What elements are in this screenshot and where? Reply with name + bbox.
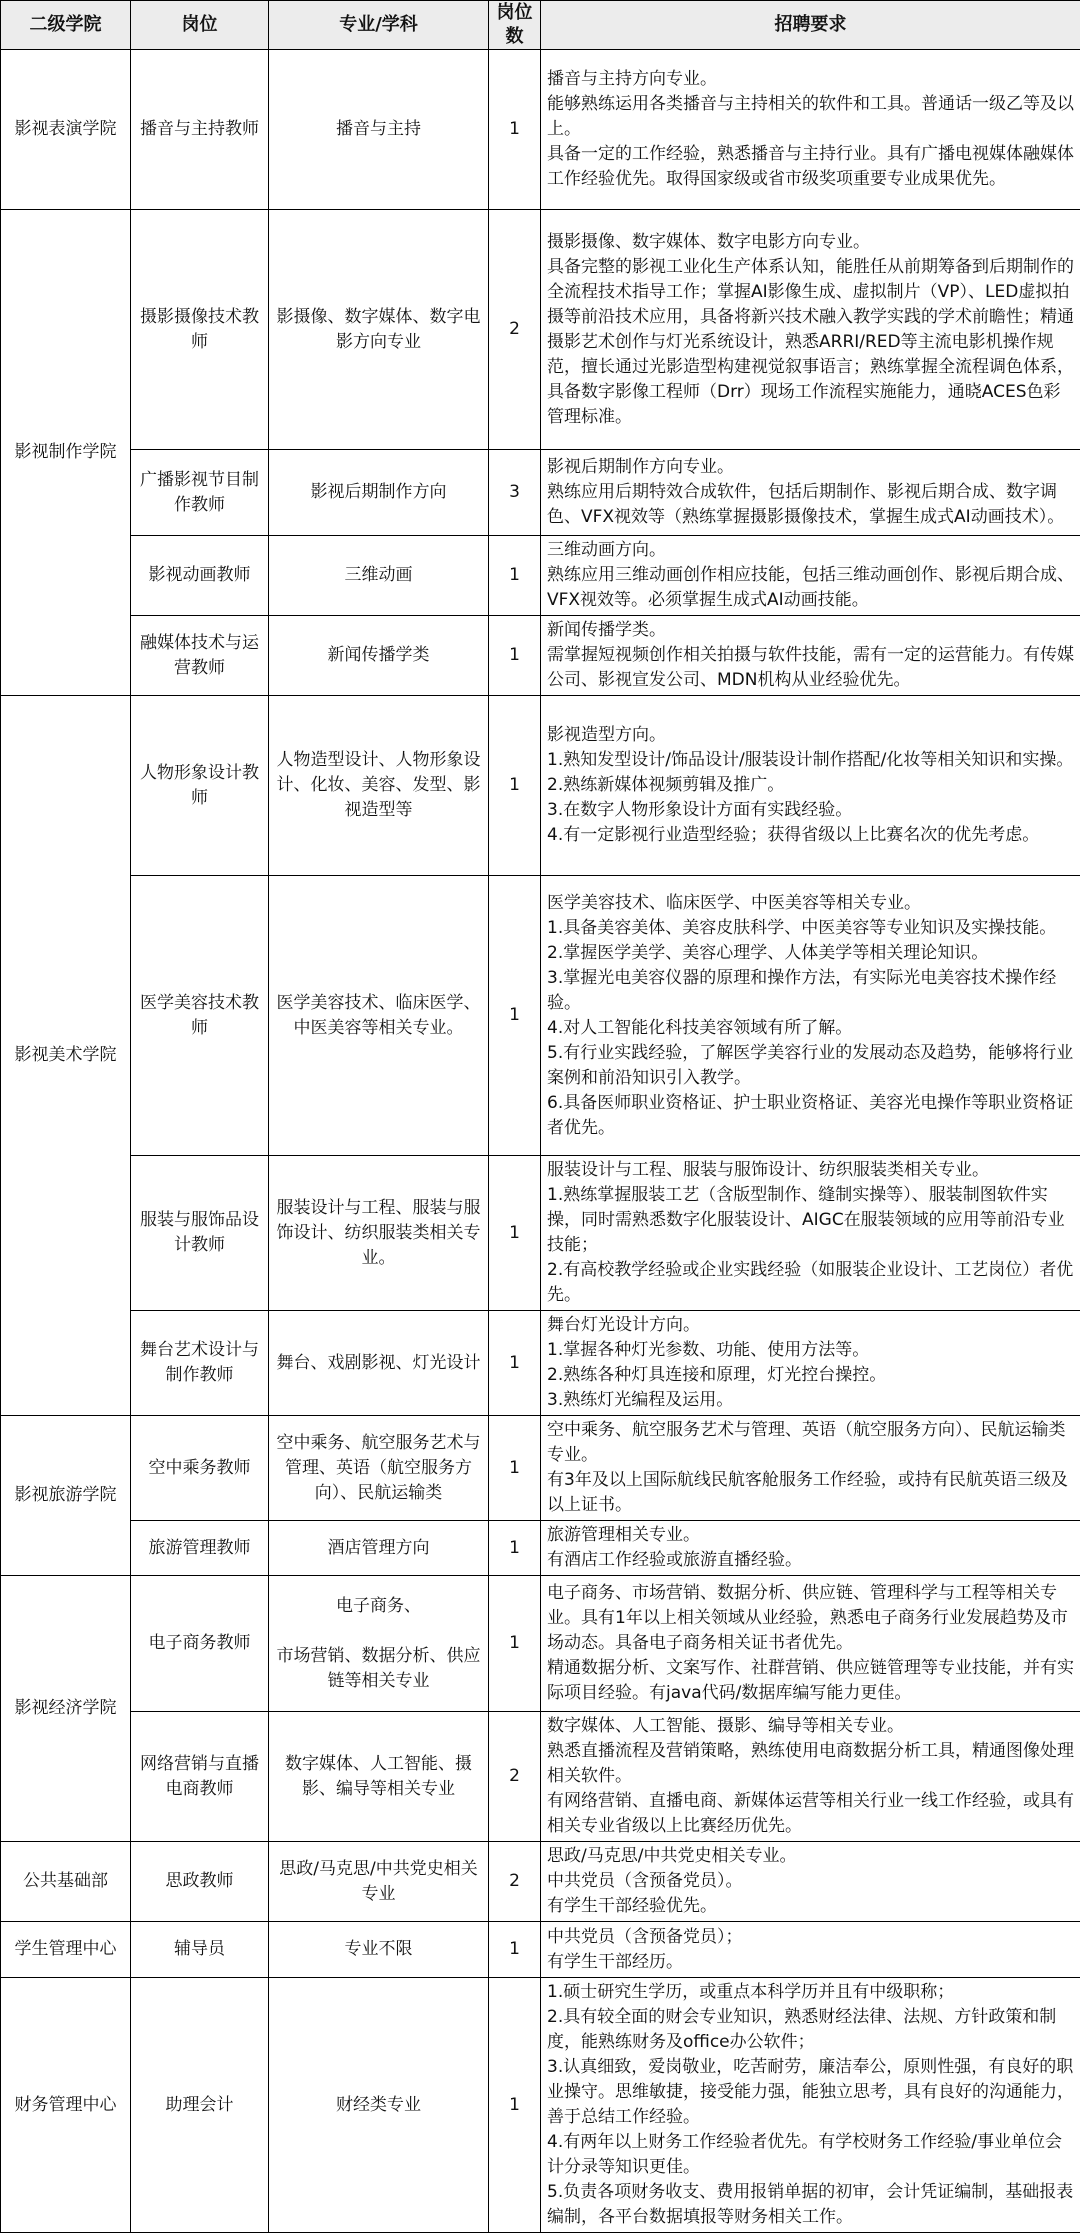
header-major: 专业/学科 (269, 1, 489, 50)
requirements-cell (541, 696, 1080, 876)
requirements-cell (541, 1712, 1080, 1842)
requirement-line: 影视后期制作方向专业。 (547, 455, 1074, 480)
requirement-line: 3.掌握光电美容仪器的原理和操作方法，有实际光电美容技术操作经验。 (547, 966, 1074, 1016)
requirements-cell (541, 1521, 1080, 1576)
requirement-line: 摄影摄像、数字媒体、数字电影方向专业。 (547, 230, 1074, 255)
major-cell: 医学美容技术、临床医学、中医美容等相关专业。 (269, 876, 489, 1156)
requirement-line: 精通数据分析、文案写作、社群营销、供应链管理等专业技能，并有实际项目经验。有java代码/数据库编写能力更佳。 (547, 1656, 1074, 1706)
requirement-line: 1.硕士研究生学历，或重点本科学历并且有中级职称； (547, 1980, 1074, 2005)
requirement-line: 5.负责各项财务收支、费用报销单据的初审，会计凭证编制，基础报表编制，各平台数据填报等财务相关工作。 (547, 2180, 1074, 2230)
requirement-line: 2.熟练新媒体视频剪辑及推广。 (547, 773, 1074, 798)
table-row (1, 1978, 1080, 2233)
requirements-cell (541, 1156, 1080, 1311)
requirement-line: 1.具备美容美体、美容皮肤科学、中医美容等专业知识及实操技能。 (547, 916, 1074, 941)
count-cell: 1 (489, 696, 541, 876)
count-cell: 1 (489, 536, 541, 616)
requirement-line: 影视造型方向。 (547, 723, 1074, 748)
requirement-line: 空中乘务、航空服务艺术与管理、英语（航空服务方向）、民航运输类专业。 (547, 1418, 1074, 1468)
count-cell: 1 (489, 616, 541, 696)
table-row (1, 1156, 1080, 1311)
count-cell: 2 (489, 1712, 541, 1842)
requirement-line: 有学生干部经历。 (547, 1950, 1074, 1975)
major-cell: 空中乘务、航空服务艺术与管理、英语（航空服务方向）、民航运输类 (269, 1416, 489, 1521)
count-cell: 1 (489, 1576, 541, 1712)
major-cell: 数字媒体、人工智能、摄影、编导等相关专业 (269, 1712, 489, 1842)
position-cell: 旅游管理教师 (131, 1521, 269, 1576)
college-cell: 影视经济学院 (1, 1576, 131, 1842)
requirements-cell (541, 1922, 1080, 1978)
header-position: 岗位 (131, 1, 269, 50)
position-cell: 影视动画教师 (131, 536, 269, 616)
position-cell: 辅导员 (131, 1922, 269, 1978)
requirement-line: 中共党员（含预备党员）； (547, 1925, 1074, 1950)
header-requirements: 招聘要求 (541, 1, 1080, 50)
requirement-line: 2.掌握医学美学、美容心理学、人体美学等相关理论知识。 (547, 941, 1074, 966)
requirements-cell (541, 1842, 1080, 1922)
position-cell: 助理会计 (131, 1978, 269, 2233)
requirement-line: 三维动画方向。 (547, 538, 1074, 563)
requirement-line: 新闻传播学类。 (547, 618, 1074, 643)
major-cell: 电子商务、 市场营销、数据分析、供应链等相关专业 (269, 1576, 489, 1712)
position-cell: 人物形象设计教师 (131, 696, 269, 876)
requirement-line: 具备一定的工作经验，熟悉播音与主持行业。具有广播电视媒体融媒体工作经验优先。取得国家级或省市级奖项重要专业成果优先。 (547, 142, 1074, 192)
college-cell: 影视旅游学院 (1, 1416, 131, 1576)
college-cell: 财务管理中心 (1, 1978, 131, 2233)
requirement-line: 6.具备医师职业资格证、护士职业资格证、美容光电操作等职业资格证者优先。 (547, 1091, 1074, 1141)
requirement-line: 熟练应用三维动画创作相应技能，包括三维动画创作、影视后期合成、VFX视效等。必须掌握生成式AI动画技能。 (547, 563, 1074, 613)
requirement-line: 能够熟练运用各类播音与主持相关的软件和工具。普通话一级乙等及以上。 (547, 92, 1074, 142)
table-row (1, 876, 1080, 1156)
table-row (1, 1842, 1080, 1922)
requirements-cell (541, 1978, 1080, 2233)
major-cell: 新闻传播学类 (269, 616, 489, 696)
requirement-line: 熟练应用后期特效合成软件，包括后期制作、影视后期合成、数字调色、VFX视效等（熟练掌握摄影摄像技术，掌握生成式AI动画技术）。 (547, 480, 1074, 530)
table-row (1, 1712, 1080, 1842)
requirement-line: 思政/马克思/中共党史相关专业。 (547, 1844, 1074, 1869)
requirement-line: 5.有行业实践经验，了解医学美容行业的发展动态及趋势，能够将行业案例和前沿知识引入教学。 (547, 1041, 1074, 1091)
requirements-cell (541, 536, 1080, 616)
requirement-line: 2.具有较全面的财会专业知识，熟悉财经法律、法规、方针政策和制度，能熟练财务及office办公软件； (547, 2005, 1074, 2055)
requirement-line: 4.对人工智能化科技美容领域有所了解。 (547, 1016, 1074, 1041)
count-cell: 1 (489, 1978, 541, 2233)
count-cell: 2 (489, 210, 541, 450)
requirement-line: 需掌握短视频创作相关拍摄与软件技能，需有一定的运营能力。有传媒公司、影视宣发公司、MDN机构从业经验优先。 (547, 643, 1074, 693)
requirement-line: 熟悉直播流程及营销策略，熟练使用电商数据分析工具，精通图像处理相关软件。 (547, 1739, 1074, 1789)
requirement-line: 2.熟练各种灯具连接和原理，灯光控台操控。 (547, 1363, 1074, 1388)
table-row (1, 616, 1080, 696)
major-cell: 思政/马克思/中共党史相关专业 (269, 1842, 489, 1922)
major-cell: 影摄像、数字媒体、数字电影方向专业 (269, 210, 489, 450)
requirements-cell (541, 1311, 1080, 1416)
major-cell: 人物造型设计、人物形象设计、化妆、美容、发型、影视造型等 (269, 696, 489, 876)
header-count: 岗位数 (489, 1, 541, 50)
count-cell: 1 (489, 876, 541, 1156)
position-cell: 医学美容技术教师 (131, 876, 269, 1156)
position-cell: 播音与主持教师 (131, 50, 269, 210)
position-cell: 思政教师 (131, 1842, 269, 1922)
header-college: 二级学院 (1, 1, 131, 50)
table-row (1, 1922, 1080, 1978)
table-row (1, 450, 1080, 536)
requirement-line: 旅游管理相关专业。 (547, 1523, 1074, 1548)
requirement-line: 有酒店工作经验或旅游直播经验。 (547, 1548, 1074, 1573)
table-row (1, 696, 1080, 876)
requirements-cell (541, 1416, 1080, 1521)
position-cell: 服装与服饰品设计教师 (131, 1156, 269, 1311)
count-cell: 1 (489, 1521, 541, 1576)
table-row (1, 1576, 1080, 1712)
requirement-line: 播音与主持方向专业。 (547, 67, 1074, 92)
position-cell: 网络营销与直播电商教师 (131, 1712, 269, 1842)
requirement-line: 有3年及以上国际航线民航客舱服务工作经验，或持有民航英语三级及以上证书。 (547, 1468, 1074, 1518)
position-cell: 舞台艺术设计与制作教师 (131, 1311, 269, 1416)
count-cell: 1 (489, 50, 541, 210)
college-cell: 学生管理中心 (1, 1922, 131, 1978)
major-cell: 影视后期制作方向 (269, 450, 489, 536)
requirements-cell (541, 876, 1080, 1156)
major-cell: 酒店管理方向 (269, 1521, 489, 1576)
requirement-line: 1.熟知发型设计/饰品设计/服装设计制作搭配/化妆等相关知识和实操。 (547, 748, 1074, 773)
requirement-line: 3.认真细致，爱岗敬业，吃苦耐劳，廉洁奉公，原则性强，有良好的职业操守。思维敏捷，接受能力强，能独立思考，具有良好的沟通能力，善于总结工作经验。 (547, 2055, 1074, 2130)
requirement-line: 电子商务、市场营销、数据分析、供应链、管理科学与工程等相关专业。具有1年以上相关领域从业经验，熟悉电子商务行业发展趋势及市场动态。具备电子商务相关证书者优先。 (547, 1581, 1074, 1656)
position-cell: 融媒体技术与运营教师 (131, 616, 269, 696)
college-cell: 影视表演学院 (1, 50, 131, 210)
college-cell: 公共基础部 (1, 1842, 131, 1922)
requirements-cell (541, 450, 1080, 536)
position-cell: 摄影摄像技术教师 (131, 210, 269, 450)
table-row (1, 1311, 1080, 1416)
major-cell: 三维动画 (269, 536, 489, 616)
table-row (1, 50, 1080, 210)
requirement-line: 有学生干部经验优先。 (547, 1894, 1074, 1919)
table-header-row (1, 1, 1080, 50)
major-cell: 播音与主持 (269, 50, 489, 210)
requirement-line: 舞台灯光设计方向。 (547, 1313, 1074, 1338)
requirements-cell (541, 1576, 1080, 1712)
requirement-line: 2.有高校教学经验或企业实践经验（如服装企业设计、工艺岗位）者优先。 (547, 1258, 1074, 1308)
requirement-line: 1.熟练掌握服装工艺（含版型制作、缝制实操等）、服装制图软件实操，同时需熟悉数字化服装设计、AIGC在服装领域的应用等前沿专业技能； (547, 1183, 1074, 1258)
requirement-line: 数字媒体、人工智能、摄影、编导等相关专业。 (547, 1714, 1074, 1739)
requirement-line: 具备完整的影视工业化生产体系认知，能胜任从前期筹备到后期制作的全流程技术指导工作；掌握AI影像生成、虚拟制片（VP）、LED虚拟拍摄等前沿技术应用，具备将新兴技术融入教学实践的学术前瞻性；精通摄影艺术创作与灯光系统设计，熟悉ARRI/RED等主流电影机操作规范，擅长通过光影造型构建视觉叙事语言；熟练掌握全流程调色体系，具备数字影像工程师（Drr）现场工作流程实施能力，通晓ACES色彩管理标准。 (547, 255, 1074, 430)
position-cell: 电子商务教师 (131, 1576, 269, 1712)
table-row (1, 1416, 1080, 1521)
college-cell: 影视制作学院 (1, 210, 131, 696)
count-cell: 1 (489, 1311, 541, 1416)
requirement-line: 3.熟练灯光编程及运用。 (547, 1388, 1074, 1413)
table-row (1, 210, 1080, 450)
requirement-line: 医学美容技术、临床医学、中医美容等相关专业。 (547, 891, 1074, 916)
position-cell: 广播影视节目制作教师 (131, 450, 269, 536)
requirement-line: 有网络营销、直播电商、新媒体运营等相关行业一线工作经验，或具有相关专业省级以上比赛经历优先。 (547, 1789, 1074, 1839)
requirements-cell (541, 616, 1080, 696)
requirements-cell (541, 210, 1080, 450)
count-cell: 1 (489, 1922, 541, 1978)
table-row (1, 1521, 1080, 1576)
count-cell: 2 (489, 1842, 541, 1922)
requirement-line: 1.掌握各种灯光参数、功能、使用方法等。 (547, 1338, 1074, 1363)
major-cell: 专业不限 (269, 1922, 489, 1978)
count-cell: 1 (489, 1416, 541, 1521)
count-cell: 3 (489, 450, 541, 536)
requirement-line: 4.有两年以上财务工作经验者优先。有学校财务工作经验/事业单位会计分录等知识更佳。 (547, 2130, 1074, 2180)
major-cell: 财经类专业 (269, 1978, 489, 2233)
requirement-line: 4.有一定影视行业造型经验；获得省级以上比赛名次的优先考虑。 (547, 823, 1074, 848)
requirement-line: 中共党员（含预备党员）。 (547, 1869, 1074, 1894)
position-cell: 空中乘务教师 (131, 1416, 269, 1521)
requirements-cell (541, 50, 1080, 210)
count-cell: 1 (489, 1156, 541, 1311)
requirement-line: 3.在数字人物形象设计方面有实践经验。 (547, 798, 1074, 823)
major-cell: 舞台、戏剧影视、灯光设计 (269, 1311, 489, 1416)
college-cell: 影视美术学院 (1, 696, 131, 1416)
requirement-line: 服装设计与工程、服装与服饰设计、纺织服装类相关专业。 (547, 1158, 1074, 1183)
major-cell: 服装设计与工程、服装与服饰设计、纺织服装类相关专业。 (269, 1156, 489, 1311)
table-row (1, 536, 1080, 616)
